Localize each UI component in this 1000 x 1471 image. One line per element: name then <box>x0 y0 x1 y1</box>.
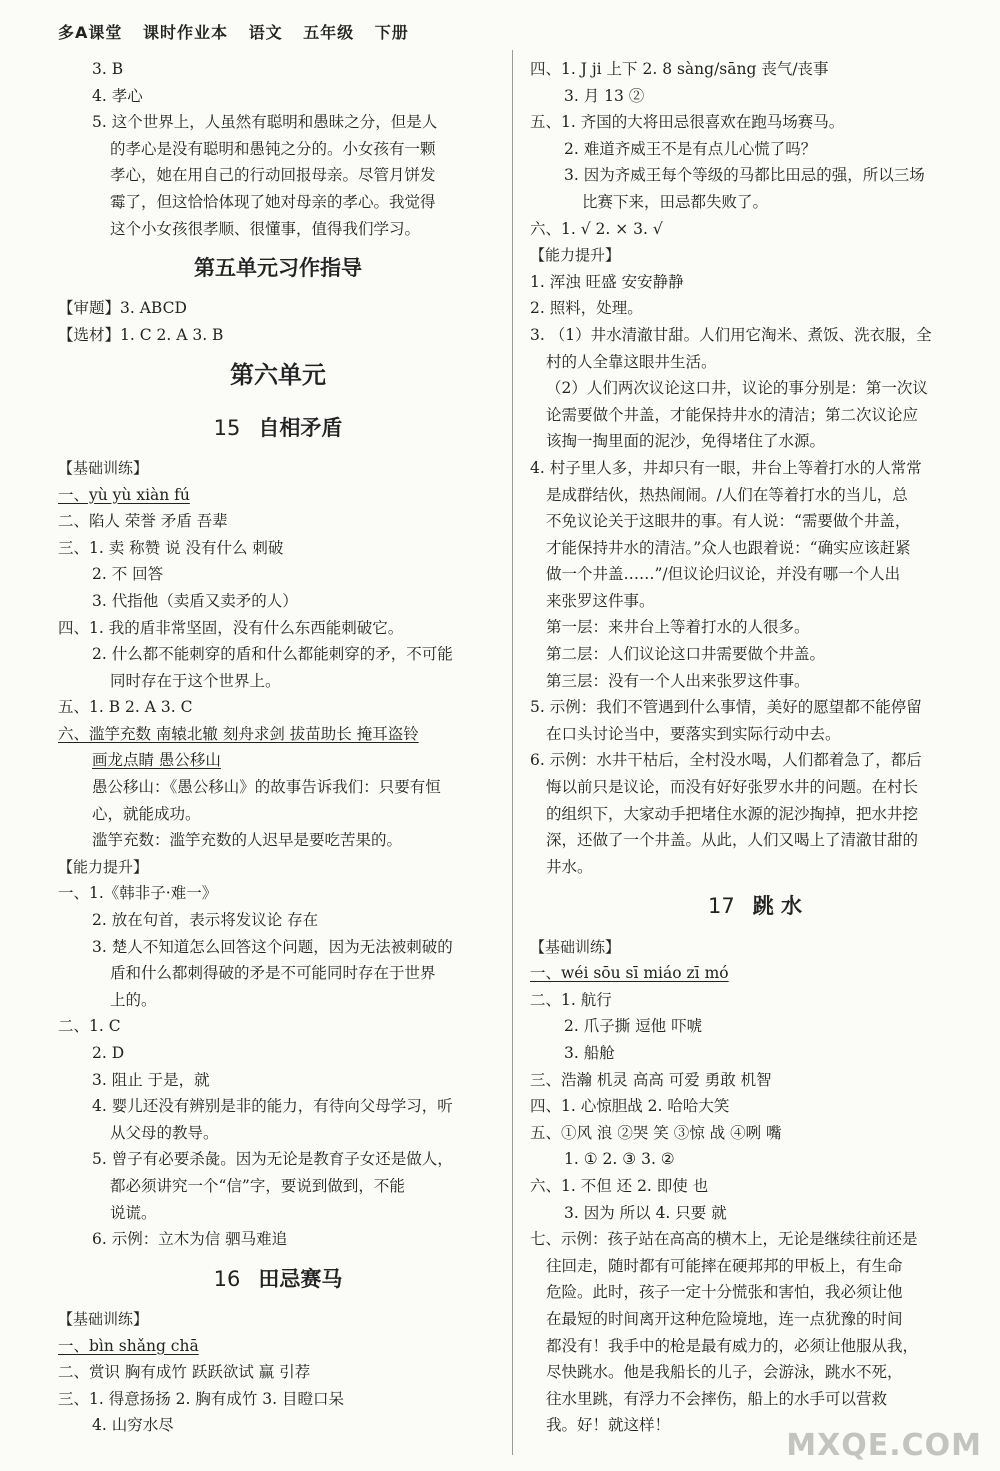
header-book: 课时作业本 <box>142 23 228 42</box>
section-tag <box>58 455 498 482</box>
answer-text: 不免议论关于这眼井的事。有人说：“需要做个井盖， <box>546 512 911 531</box>
answer-line <box>530 402 980 429</box>
answer-text: 心，就能成功。 <box>92 804 201 823</box>
answer-text: 悔以前只是议论，而没有好好张罗水井的问题。在村长 <box>546 778 919 797</box>
lesson-number: 17 <box>707 894 735 919</box>
answer-text: 深，还做了一个井盖。从此，人们又喝上了清澈甘甜的 <box>546 831 919 850</box>
answer-line <box>530 694 980 721</box>
answer-line <box>58 482 498 509</box>
answer-line <box>530 1067 980 1094</box>
answer-text: 【能力提升】 <box>58 857 149 876</box>
answer-line <box>530 641 980 668</box>
answer-text: 论需要做个井盖，才能保持井水的清洁；第二次议论应 <box>546 405 919 424</box>
answer-text: 2. 不 回答 <box>92 565 164 584</box>
answer-text: 六、1. 不但 还 2. 即使 也 <box>530 1176 709 1195</box>
answer-text: 盾和什么都刺得破的矛是不可能同时存在于世界 <box>110 964 436 983</box>
answer-line <box>530 1120 980 1147</box>
answer-text: （2）人们两次议论这口井，议论的事分别是：第一次议 <box>546 379 928 398</box>
answer-text: 都必须讲究一个“信”字，要说到做到，不能 <box>110 1176 405 1195</box>
answer-line <box>530 668 980 695</box>
answer-text: 4. 村子里人多，井却只有一眼，井台上等着打水的人常常 <box>530 458 922 477</box>
page-header <box>58 20 423 43</box>
answer-line <box>58 641 498 668</box>
answer-text: 尽快跳水。他是我船长的儿子，会游泳，跳水不死， <box>546 1363 903 1382</box>
answer-text: 六、滥竽充数 南辕北辙 刻舟求剑 拔苗助长 掩耳盗铃 <box>58 724 419 743</box>
answer-line <box>530 1173 980 1200</box>
answer-text: 一、yù yù xiàn fú <box>58 485 190 504</box>
answer-line <box>530 801 980 828</box>
answer-text: 是成群结伙，热热闹闹。/人们在等着打水的当儿，总 <box>546 485 908 504</box>
right-column <box>530 56 980 1439</box>
answer-text: 3. 因为 所以 4. 只要 就 <box>564 1203 727 1222</box>
answer-line <box>530 375 980 402</box>
answer-text: 五、1. 齐国的大将田忌很喜欢在跑马场赛马。 <box>530 113 845 132</box>
answer-line <box>58 721 498 748</box>
answer-text: 村的人全靠这眼井生活。 <box>546 352 717 371</box>
answer-line <box>58 934 498 961</box>
answer-text: 才能保持井水的清洁。”众人也跟着说：“确实应该赶紧 <box>546 538 911 557</box>
answer-line <box>530 774 980 801</box>
answer-line <box>530 1359 980 1386</box>
unit-heading: 第五单元习作指导 <box>194 256 362 281</box>
answer-line <box>530 827 980 854</box>
answer-line <box>530 987 980 1014</box>
answer-text: 2. 什么都不能刺穿的盾和什么都能刺穿的矛，不可能 <box>92 645 453 664</box>
answer-text: 4. 山穷水尽 <box>92 1416 174 1435</box>
answer-line <box>530 1093 980 1120</box>
answer-text: 2. 照料，处理。 <box>530 299 643 318</box>
answer-line <box>530 1200 980 1227</box>
answer-text: 【能力提升】 <box>530 246 621 265</box>
answer-text: 比赛下来，田忌都失败了。 <box>582 192 769 211</box>
answer-line <box>530 1386 980 1413</box>
answer-line <box>530 269 980 296</box>
answer-text: 5. 曾子有必要杀彘。因为无论是教育子女还是做人， <box>92 1150 453 1169</box>
answer-text: 滥竽充数：滥竽充数的人迟早是要吃苦果的。 <box>92 831 403 850</box>
answer-text: 二、1. 航行 <box>530 990 612 1009</box>
lesson-title: 自相矛盾 <box>258 415 343 440</box>
answer-line <box>58 1333 498 1360</box>
header-brand: 多A课堂 <box>58 23 123 42</box>
answer-text: 在口头讨论当中，要落实到实际行动中去。 <box>546 724 841 743</box>
answer-text: 【选材】1. C 2. A 3. B <box>58 325 224 344</box>
answer-text: 三、1. 卖 称赞 说 没有什么 刺破 <box>58 538 284 557</box>
answer-text: 6. 示例：水井干枯后，全村没水喝，人们都着急了，都后 <box>530 751 922 770</box>
answer-line <box>58 109 498 136</box>
answer-text: 二、赏识 胸有成竹 跃跃欲试 赢 引荐 <box>58 1363 311 1382</box>
answer-text: 二、1. C <box>58 1017 121 1036</box>
answer-line <box>58 960 498 987</box>
answer-text: 一、1.《韩非子·难一》 <box>58 884 218 903</box>
answer-line <box>530 162 980 189</box>
answer-line <box>58 322 498 349</box>
answer-line <box>58 216 498 243</box>
answer-text: 二、陷人 荣誉 矛盾 吾辈 <box>58 512 228 531</box>
lesson-number: 15 <box>213 415 241 440</box>
answer-text: 五、1. B 2. A 3. C <box>58 698 193 717</box>
answer-line <box>530 1279 980 1306</box>
answer-line <box>530 508 980 535</box>
answer-text: 三、1. 得意扬扬 2. 胸有成竹 3. 目瞪口呆 <box>58 1389 345 1408</box>
answer-text: 七、示例：孩子站在高高的横木上，无论是继续往前还是 <box>530 1230 918 1249</box>
answer-text: 1. 浑浊 旺盛 安安静静 <box>530 272 684 291</box>
answer-line <box>530 960 980 987</box>
answer-line <box>530 747 980 774</box>
answer-text: 画龙点睛 愚公移山 <box>92 751 221 770</box>
answer-line <box>530 721 980 748</box>
answer-line <box>530 1013 980 1040</box>
answer-text: 往回走，随时都有可能摔在硬邦邦的甲板上，有生命 <box>546 1256 903 1275</box>
answer-line <box>58 1093 498 1120</box>
answer-text: 4. 孝心 <box>92 86 143 105</box>
lesson-number: 16 <box>213 1266 241 1291</box>
answer-text: 从父母的教导。 <box>110 1123 219 1142</box>
answer-line <box>530 561 980 588</box>
answer-text: 3. （1）井水清澈甘甜。人们用它淘米、煮饭、洗衣服，全 <box>530 325 932 344</box>
answer-text: 说谎。 <box>110 1203 157 1222</box>
answer-line <box>58 295 498 322</box>
section-tag <box>58 1306 498 1333</box>
answer-line <box>58 694 498 721</box>
answer-line <box>58 1067 498 1094</box>
answer-line <box>58 987 498 1014</box>
answer-line <box>530 1306 980 1333</box>
answer-line <box>58 189 498 216</box>
answer-text: 3. 楚人不知道怎么回答这个问题，因为无法被刺破的 <box>92 937 453 956</box>
lesson-heading <box>58 1253 498 1306</box>
column-divider <box>512 50 513 1455</box>
answer-text: 3. 月 13 ② <box>564 86 645 105</box>
answer-line <box>530 482 980 509</box>
answer-text: 第三层：没有一个人出来张罗这件事。 <box>546 671 810 690</box>
answer-text: 的孝心是没有聪明和愚钝之分的。小女孩有一颗 <box>110 139 436 158</box>
answer-line <box>58 1146 498 1173</box>
answer-text: 的组织下，大家动手把堵住水源的泥沙掏掉，把水井挖 <box>546 804 919 823</box>
answer-text: 往水里跳，有浮力不会摔伤，船上的水手可以营救 <box>546 1389 888 1408</box>
answer-text: 五、①风 浪 ②哭 笑 ③惊 战 ④咧 嘴 <box>530 1123 782 1142</box>
answer-text: 【基础训练】 <box>530 937 621 956</box>
answer-line <box>58 1040 498 1067</box>
answer-text: 2. 难道齐威王不是有点儿心慌了吗？ <box>564 139 817 158</box>
answer-line <box>530 189 980 216</box>
answer-line <box>58 83 498 110</box>
answer-line <box>530 614 980 641</box>
answer-line <box>58 1120 498 1147</box>
answer-line <box>58 508 498 535</box>
answer-text: 我。好！就这样！ <box>546 1416 671 1435</box>
answer-line <box>530 1040 980 1067</box>
answer-line <box>58 827 498 854</box>
answer-text: 【基础训练】 <box>58 458 149 477</box>
answer-line <box>530 854 980 881</box>
section-tag <box>530 934 980 961</box>
lesson-title: 跳 水 <box>752 894 803 919</box>
answer-line <box>530 295 980 322</box>
answer-text: 6. 示例：立木为信 驷马难追 <box>92 1230 288 1249</box>
answer-line <box>58 1200 498 1227</box>
answer-text: 都没有！我手中的枪是最有威力的，必须让他服从我， <box>546 1336 919 1355</box>
answer-line <box>530 56 980 83</box>
answer-text: 3. 阻止 于是，就 <box>92 1070 210 1089</box>
answer-line <box>530 455 980 482</box>
answer-line <box>530 535 980 562</box>
unit-heading: 第六单元 <box>230 360 326 389</box>
answer-text: 3. 代指他（卖盾又卖矛的人） <box>92 591 298 610</box>
answer-text: 四、1. J ji 上下 2. 8 sàng/sāng 丧气/丧事 <box>530 60 829 78</box>
answer-text: 第二层：人们议论这口井需要做个井盖。 <box>546 645 826 664</box>
answer-text: 4. 婴儿还没有辨别是非的能力，有待向父母学习，听 <box>92 1097 453 1116</box>
answer-text: 【审题】3. ABCD <box>58 299 187 318</box>
answer-text: 一、wéi sōu sī miáo zī mó <box>530 964 729 983</box>
answer-line <box>58 162 498 189</box>
answer-text: 3. B <box>92 60 124 78</box>
answer-line <box>58 136 498 163</box>
answer-text: 孝心，她在用自己的行动回报母亲。尽管月饼发 <box>110 166 436 185</box>
answer-text: 做一个井盖……”/但议论归议论，并没有哪一个人出 <box>546 565 901 584</box>
answer-line <box>530 1333 980 1360</box>
answer-line <box>58 1173 498 1200</box>
section-tag <box>58 854 498 881</box>
answer-text: 第一层：来井台上等着打水的人很多。 <box>546 618 810 637</box>
answer-line <box>530 322 980 349</box>
header-term: 下册 <box>374 23 409 42</box>
answer-text: 2. 放在句首，表示将发议论 存在 <box>92 911 319 930</box>
answer-text: 3. 因为齐威王每个等级的马都比田忌的强，所以三场 <box>564 166 925 185</box>
answer-text: 上的。 <box>110 990 157 1009</box>
answer-line <box>530 1146 980 1173</box>
answer-line <box>58 1386 498 1413</box>
answer-text: 愚公移山：《愚公移山》的故事告诉我们：只要有恒 <box>92 778 441 797</box>
answer-line <box>530 588 980 615</box>
answer-text: 危险。此时，孩子一定十分慌张和害怕，我必须让他 <box>546 1283 903 1302</box>
answer-text: 该掏一掏里面的泥沙，免得堵住了水源。 <box>546 432 826 451</box>
answer-line <box>58 561 498 588</box>
answer-text: 一、bìn shǎng chā <box>58 1336 199 1355</box>
section-tag <box>530 242 980 269</box>
answer-line <box>58 615 498 642</box>
answer-text: 5. 示例：我们不管遇到什么事情，美好的愿望都不能停留 <box>530 698 922 717</box>
answer-line <box>58 1359 498 1386</box>
answer-line <box>58 880 498 907</box>
answer-line <box>58 56 498 83</box>
answer-line <box>58 1013 498 1040</box>
answer-text: 2. D <box>92 1044 125 1063</box>
answer-text: 六、1. √ 2. × 3. √ <box>530 219 663 238</box>
answer-text: 来张罗这件事。 <box>546 591 655 610</box>
answer-line <box>58 535 498 562</box>
answer-line <box>530 1226 980 1253</box>
answer-line <box>58 668 498 695</box>
answer-line <box>58 747 498 774</box>
answer-text: 【基础训练】 <box>58 1309 149 1328</box>
answer-line <box>530 1253 980 1280</box>
lesson-heading <box>530 880 980 933</box>
answer-text: 这个小女孩很孝顺、很懂事，值得我们学习。 <box>110 219 421 238</box>
left-column <box>58 56 498 1439</box>
watermark: MXQE.COM <box>786 1428 982 1463</box>
answer-text: 3. 船舱 <box>564 1043 615 1062</box>
answer-line <box>530 83 980 110</box>
answer-line <box>58 801 498 828</box>
answer-line <box>58 588 498 615</box>
answer-line <box>530 109 980 136</box>
answer-text: 5. 这个世界上，人虽然有聪明和愚昧之分，但是人 <box>92 113 438 132</box>
answer-text: 井水。 <box>546 857 593 876</box>
answer-line <box>530 136 980 163</box>
answer-text: 四、1. 我的盾非常坚固，没有什么东西能刺破它。 <box>58 618 404 637</box>
answer-line <box>58 1412 498 1439</box>
lesson-heading <box>58 402 498 455</box>
answer-text: 同时存在于这个世界上。 <box>110 671 281 690</box>
header-grade: 五年级 <box>303 23 355 42</box>
answer-text: 2. 爪子撕 逗他 吓唬 <box>564 1017 703 1036</box>
answer-text: 霉了，但这恰恰体现了她对母亲的孝心。我觉得 <box>110 192 436 211</box>
answer-line <box>58 774 498 801</box>
answer-line <box>530 216 980 243</box>
lesson-title: 田忌赛马 <box>258 1266 343 1291</box>
answer-text: 1. ① 2. ③ 3. ② <box>564 1150 675 1169</box>
answer-text: 在最短的时间离开这种危险境地，连一点犹豫的时间 <box>546 1309 903 1328</box>
answer-line <box>58 1226 498 1253</box>
answer-text: 四、1. 心惊胆战 2. 哈哈大笑 <box>530 1097 730 1116</box>
answer-line <box>530 428 980 455</box>
answer-line <box>530 349 980 376</box>
answer-text: 三、浩瀚 机灵 高高 可爱 勇敢 机智 <box>530 1070 772 1089</box>
answer-line <box>58 907 498 934</box>
header-subject: 语文 <box>248 23 283 42</box>
